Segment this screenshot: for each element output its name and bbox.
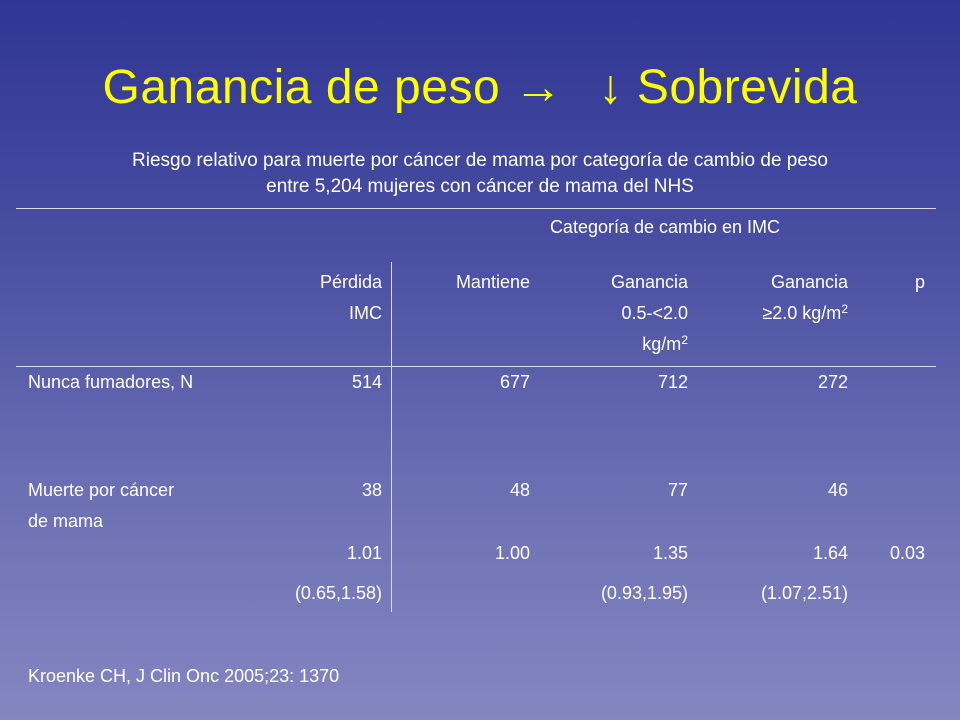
unit-base: kg/m	[642, 334, 682, 354]
header-perdida-line2: IMC	[349, 303, 382, 323]
title-left: Ganancia de peso →	[102, 61, 563, 114]
cell-ci-ganancia-2: (1.07,2.51)	[760, 583, 848, 603]
subtitle-line-1: Riesgo relativo para muerte por cáncer de mama por categoría de cambio de peso	[132, 150, 828, 171]
slide-title	[0, 60, 960, 115]
header-ganancia-1-line2: 0.5-<2.0	[621, 303, 688, 323]
column-divider	[391, 262, 392, 612]
header-mantiene: Mantiene	[455, 272, 530, 292]
header-ganancia-2-line2	[700, 298, 848, 329]
header-ganancia-2	[700, 267, 848, 329]
cell-nunca-ganancia-2: 272	[817, 372, 848, 392]
header-perdida	[280, 267, 382, 329]
citation: Kroenke CH, J Clin Onc 2005;23: 1370	[28, 666, 340, 686]
cell-muerte-ganancia-1: 77	[667, 480, 688, 500]
header-ganancia-1-line1: Ganancia	[610, 272, 688, 292]
title-right: ↓ Sobrevida	[598, 61, 858, 114]
cell-nunca-perdida: 514	[351, 372, 382, 392]
header-ganancia-1	[560, 267, 688, 360]
cell-nunca-ganancia-1: 712	[657, 372, 688, 392]
header-p: p	[914, 272, 925, 292]
cell-muerte-ganancia-2: 46	[827, 480, 848, 500]
cell-rr-ganancia-1: 1.35	[652, 543, 688, 563]
row-label-muerte-line2: de mama	[28, 511, 104, 531]
row-label-nunca: Nunca fumadores, N	[28, 372, 194, 392]
cell-muerte-mantiene: 48	[509, 480, 530, 500]
row-label-muerte-line1: Muerte por cáncer	[28, 480, 175, 500]
cell-rr-mantiene: 1.00	[494, 543, 530, 563]
cell-ci-ganancia-1: (0.93,1.95)	[600, 583, 688, 603]
cell-nunca-mantiene: 677	[499, 372, 530, 392]
unit-base: ≥2.0 kg/m	[762, 303, 842, 323]
header-ganancia-1-line3	[560, 329, 688, 360]
cell-ci-perdida: (0.65,1.58)	[294, 583, 382, 603]
cell-rr-ganancia-2: 1.64	[812, 543, 848, 563]
group-header: Categoría de cambio en IMC	[549, 217, 781, 237]
cell-muerte-perdida: 38	[361, 480, 382, 500]
subtitle-line-2: entre 5,204 mujeres con cáncer de mama del NHS	[266, 176, 694, 197]
header-ganancia-2-line1: Ganancia	[770, 272, 848, 292]
cell-rr-p: 0.03	[889, 543, 925, 563]
cell-rr-perdida: 1.01	[346, 543, 382, 563]
header-perdida-line1: Pérdida	[319, 272, 382, 292]
table-top-rule	[16, 208, 936, 209]
unit-superscript: 2	[681, 333, 688, 347]
slide-subtitle	[20, 148, 940, 200]
row-label-muerte	[28, 475, 174, 537]
unit-superscript: 2	[841, 302, 848, 316]
